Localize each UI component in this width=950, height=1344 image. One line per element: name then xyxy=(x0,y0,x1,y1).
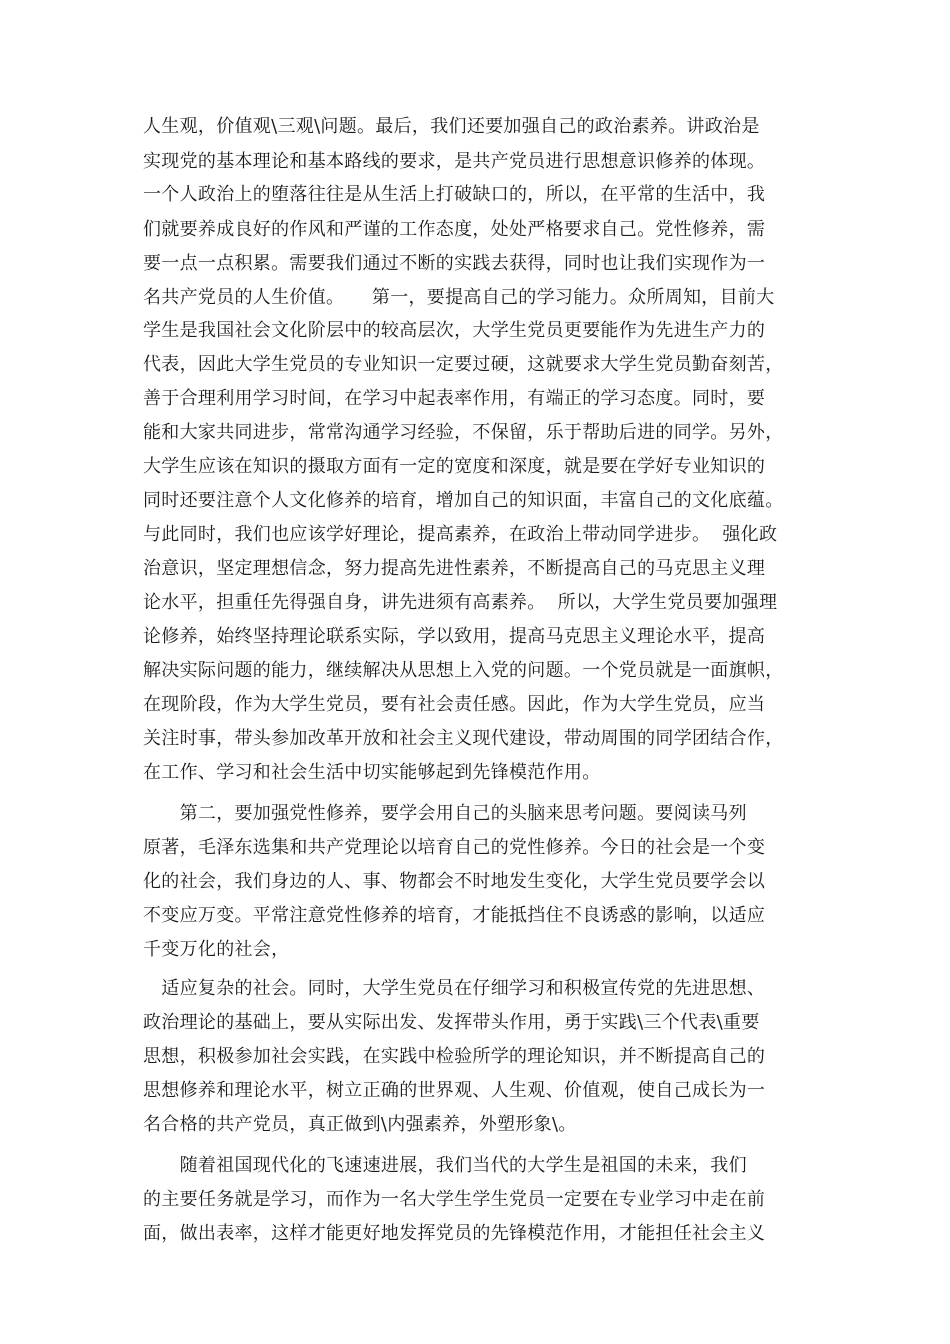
text-line: 在现阶段，作为大学生党员，要有社会责任感。因此，作为大学生党员，应当 xyxy=(143,694,766,715)
text-line: 一个人政治上的堕落往往是从生活上打破缺口的，所以，在平常的生活中，我 xyxy=(143,184,766,205)
text-line: 千变万化的社会， xyxy=(143,939,290,960)
text-line: 思想，积极参加社会实践，在实践中检验所学的理论知识，并不断提高自己的 xyxy=(143,1046,766,1067)
text-line: 解决实际问题的能力，继续解决从思想上入党的问题。一个党员就是一面旗帜， xyxy=(143,660,784,681)
text-line: 原著，毛泽东选集和共产党理论以培育自己的党性修养。今日的社会是一个变 xyxy=(143,837,766,858)
text-line: 名共产党员的人生价值。 第一，要提高自己的学习能力。众所周知，目前大 xyxy=(143,287,775,308)
text-line: 治意识，坚定理想信念，努力提高先进性素养，不断提高自己的马克思主义理 xyxy=(143,558,766,579)
text-line: 与此同时，我们也应该学好理论，提高素养，在政治上带动同学进步。 强化政 xyxy=(143,524,778,545)
text-line: 论水平，担重任先得强自身，讲先进须有高素养。 所以，大学生党员要加强理 xyxy=(143,592,778,613)
text-line: 们就要养成良好的作风和严谨的工作态度，处处严格要求自己。党性修养，需 xyxy=(143,219,766,240)
text-line: 第二，要加强党性修养，要学会用自己的头脑来思考问题。要阅读马列 xyxy=(143,803,747,824)
text-line: 能和大家共同进步，常常沟通学习经验，不保留，乐于帮助后进的同学。另外， xyxy=(143,422,784,443)
text-line: 化的社会，我们身边的人、事、物都会不时地发生变化，大学生党员要学会以 xyxy=(143,871,766,892)
text-line: 大学生应该在知识的摄取方面有一定的宽度和深度，就是要在学好专业知识的 xyxy=(143,456,766,477)
text-line: 人生观，价值观\三观\问题。最后，我们还要加强自己的政治素养。讲政治是 xyxy=(143,116,760,137)
text-line: 学生是我国社会文化阶层中的较高层次，大学生党员更要能作为先进生产力的 xyxy=(143,320,766,341)
text-line: 名合格的共产党员，真正做到\内强素养，外塑形象\。 xyxy=(143,1114,577,1135)
text-line: 不变应万变。平常注意党性修养的培育，才能抵挡住不良诱惑的影响，以适应 xyxy=(143,905,766,926)
text-line: 随着祖国现代化的飞速速进展，我们当代的大学生是祖国的未来，我们 xyxy=(143,1155,747,1176)
text-line: 实现党的基本理论和基本路线的要求，是共产党员进行思想意识修养的体现。 xyxy=(143,151,766,172)
text-line: 面，做出表率，这样才能更好地发挥党员的先锋模范作用，才能担任社会主义 xyxy=(143,1223,766,1244)
text-line: 要一点一点积累。需要我们通过不断的实践去获得，同时也让我们实现作为一 xyxy=(143,253,766,274)
text-line: 适应复杂的社会。同时，大学生党员在仔细学习和积极宣传党的先进思想、 xyxy=(143,978,766,999)
text-line: 论修养，始终坚持理论联系实际，学以致用，提高马克思主义理论水平，提高 xyxy=(143,626,766,647)
text-line: 关注时事，带头参加改革开放和社会主义现代建设，带动周围的同学团结合作， xyxy=(143,728,784,749)
text-line: 思想修养和理论水平，树立正确的世界观、人生观、价值观，使自己成长为一 xyxy=(143,1080,766,1101)
text-line: 同时还要注意个人文化修养的培育，增加自己的知识面，丰富自己的文化底蕴。 xyxy=(143,490,784,511)
text-line: 的主要任务就是学习，而作为一名大学生学生党员一定要在专业学习中走在前 xyxy=(143,1189,766,1210)
text-line: 政治理论的基础上，要从实际出发、发挥带头作用，勇于实践\三个代表\重要 xyxy=(143,1012,760,1033)
text-line: 代表，因此大学生党员的专业知识一定要过硬，这就要求大学生党员勤奋刻苦， xyxy=(143,354,784,375)
text-line: 善于合理利用学习时间，在学习中起表率作用，有端正的学习态度。同时，要 xyxy=(143,388,766,409)
text-line: 在工作、学习和社会生活中切实能够起到先锋模范作用。 xyxy=(143,762,601,783)
